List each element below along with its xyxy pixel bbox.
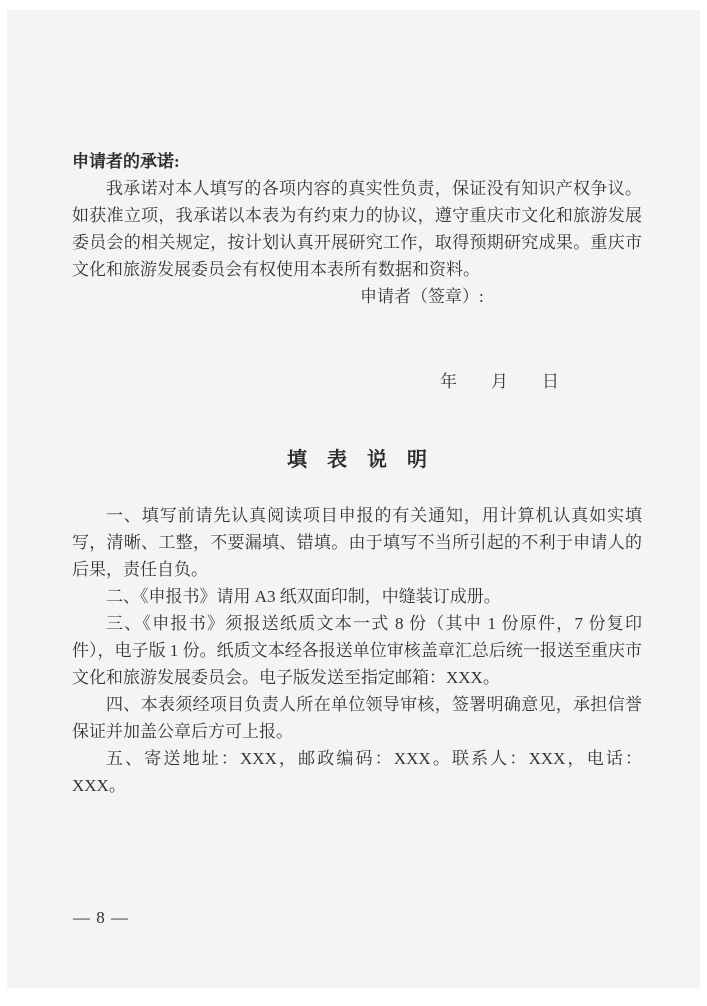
date-line: 年 月 日: [440, 372, 559, 391]
signature-label: 申请者（签章）:: [360, 287, 484, 306]
instruction-item-5: 五、寄送地址：XXX，邮政编码：XXX。联系人：XXX，电话：XXX。: [72, 749, 642, 795]
commitment-body: 我承诺对本人填写的各项内容的真实性负责，保证没有知识产权争议。如获准立项，我承诺以本表为有约束力的协议，遵守重庆市文化和旅游发展委员会的相关规定，按计划认真开展研究工作，取得预期研究成果。重庆市文化和旅游发展委员会有权使用本表所有数据和资料。: [72, 179, 642, 279]
commitment-heading: 申请者的承诺:: [72, 152, 180, 171]
instruction-item-2: 二、《申报书》请用 A3 纸双面印制，中缝装订成册。: [106, 587, 501, 606]
commitment-section: [72, 148, 642, 395]
instructions-section: [72, 445, 642, 799]
page-number: — 8 —: [73, 908, 129, 927]
instruction-item-1: 一、填写前请先认真阅读项目申报的有关通知，用计算机认真如实填写，清晰、工整，不要漏填、错填。由于填写不当所引起的不利于申请人的后果，责任自负。: [72, 506, 642, 579]
instructions-heading: 填 表 说 明: [287, 449, 427, 471]
instruction-item-4: 四、本表须经项目负责人所在单位领导审核，签署明确意见，承担信誉保证并加盖公章后方可上报。: [72, 695, 642, 741]
instructions-list: [72, 502, 642, 799]
document-page: [7, 10, 700, 988]
instruction-item-3: 三、《申报书》须报送纸质文本一式 8 份（其中 1 份原件，7 份复印件），电子版 1 份。纸质文本经各报送单位审核盖章汇总后统一报送至重庆市文化和旅游发展委员会。电子版发送至指定邮箱：XXX。: [72, 614, 642, 687]
